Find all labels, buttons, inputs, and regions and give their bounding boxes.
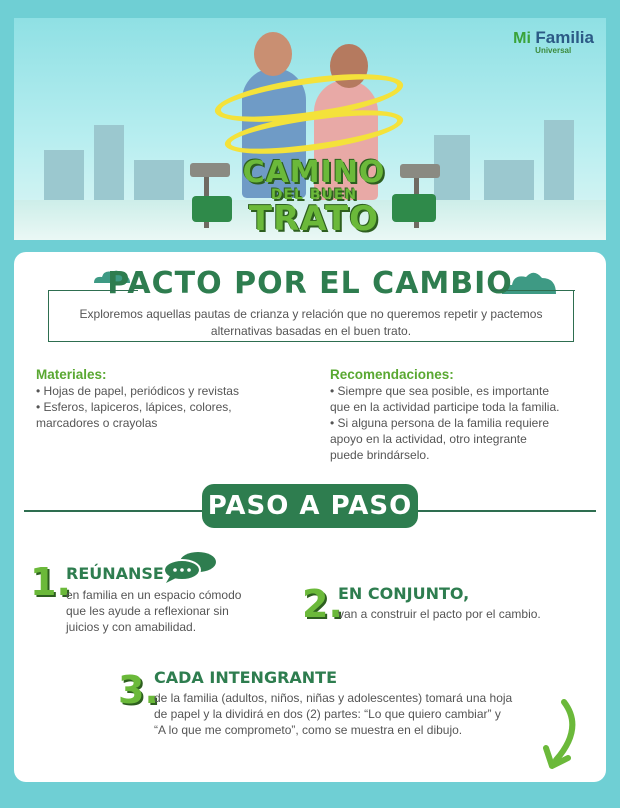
recomendaciones-item: • Si alguna persona de la familia requiere [330, 416, 549, 430]
step-2-line: van a construir el pacto por el cambio. [338, 607, 541, 621]
recomendaciones-item: que en la actividad participe toda la familia. [330, 400, 560, 414]
step-3-title: CADA INTENGRANTE [154, 668, 338, 687]
logo-familia: Familia [535, 28, 594, 47]
materiales-title: Materiales: [36, 367, 107, 382]
materiales-item: • Esferos, lapiceros, lápices, colores, [36, 400, 232, 414]
step-1-text [66, 587, 266, 635]
materiales-item: • Hojas de papel, periódicos y revistas [36, 384, 239, 398]
materiales-list [36, 383, 296, 431]
intro-text: Exploremos aquellas pautas de crianza y relación que no queremos repetir y pactemos alternativas basadas en el buen trato. [79, 307, 543, 338]
step-2-number: 2. [302, 582, 343, 626]
step-3-line: “A lo que me comprometo”, como se muestra en el dibujo. [154, 723, 463, 737]
recomendaciones-item: • Siempre que sea posible, es importante [330, 384, 549, 398]
mi-familia-logo [513, 28, 594, 55]
curved-arrow-icon [534, 698, 584, 772]
step-3-text [154, 690, 544, 738]
step-3-number: 3. [118, 668, 159, 712]
title-line-1: CAMINO [242, 155, 386, 190]
person-left-head [254, 32, 292, 76]
campaign-title [214, 155, 414, 239]
step-1-line: que les ayude a reflexionar sin [66, 604, 229, 618]
recomendaciones-item: apoyo en la actividad, otro integrante [330, 432, 527, 446]
step-3-line: de papel y la dividirá en dos (2) partes: “Lo que quiero cambiar” y [154, 707, 501, 721]
chat-bubbles-icon [162, 550, 218, 584]
step-1-line: juicios y con amabilidad. [66, 620, 197, 634]
paso-a-paso-heading: PASO A PASO [202, 484, 418, 528]
step-1-number: 1. [30, 560, 71, 604]
logo-universal: Universal [535, 46, 572, 55]
step-3-line: de la familia (adultos, niños, niñas y adolescentes) tomará una hoja [154, 691, 513, 705]
title-line-2: DEL BUEN [270, 187, 358, 203]
step-2-title: EN CONJUNTO, [338, 584, 470, 603]
activity-card [14, 252, 606, 782]
step-2-text [338, 606, 588, 622]
pacto-heading: PACTO POR EL CAMBIO [107, 266, 513, 301]
hero-banner [14, 18, 606, 240]
step-1-line: en familia en un espacio cómodo [66, 588, 242, 602]
recomendaciones-item: puede brindárselo. [330, 448, 430, 462]
recomendaciones-title: Recomendaciones: [330, 367, 454, 382]
materiales-item: marcadores o crayolas [36, 416, 158, 430]
logo-mi: Mi [513, 30, 531, 47]
recomendaciones-list [330, 383, 592, 463]
title-line-3: TRATO [248, 199, 380, 239]
step-1-title: REÚNANSE [66, 564, 164, 583]
